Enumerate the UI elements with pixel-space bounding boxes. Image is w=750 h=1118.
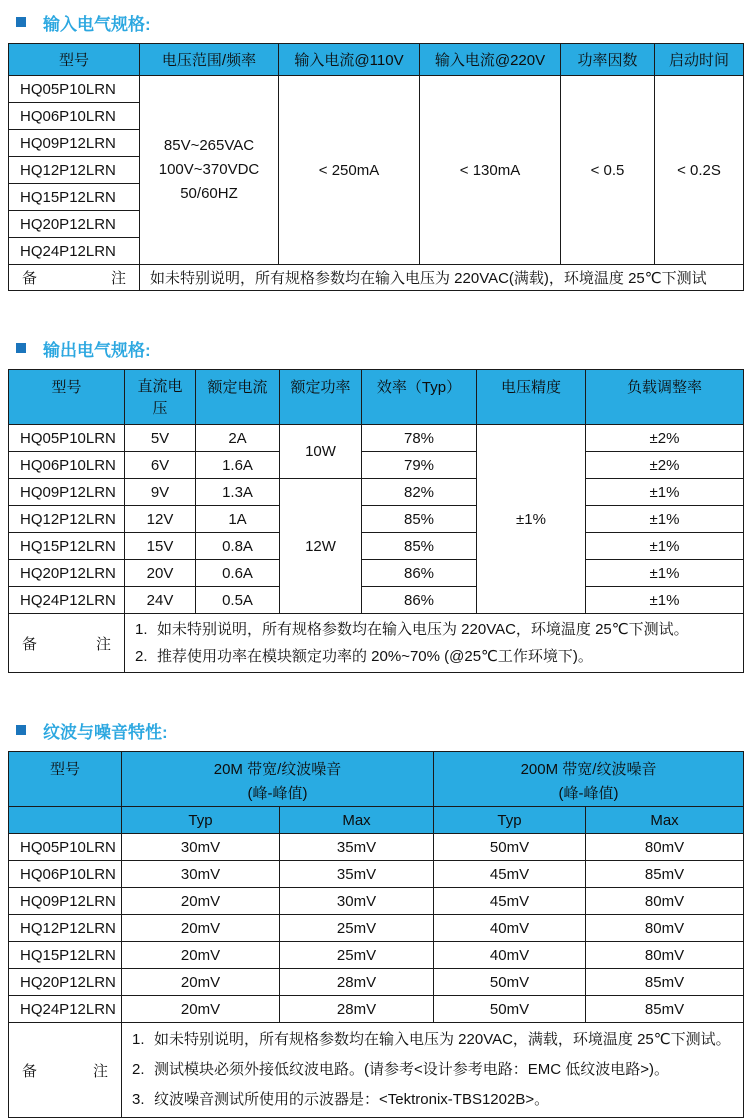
- section-title-text: 纹波与噪音特性:: [43, 722, 168, 742]
- typ-200m-cell: 40mV: [434, 915, 586, 942]
- table-row: [9, 942, 744, 969]
- typ-20m-cell: 30mV: [122, 834, 280, 861]
- ripple-group-header-row: [9, 752, 744, 807]
- note-label-right: 注: [110, 270, 126, 287]
- typ-20m-cell: 20mV: [122, 996, 280, 1023]
- model-cell: HQ15P12LRN: [9, 942, 122, 969]
- note-text: 如未特别说明，所有规格参数均在输入电压为 220VAC，满载，环境温度 25℃下测试。: [154, 1031, 731, 1048]
- input-spec-header-row: [9, 44, 744, 76]
- table-row: [9, 587, 744, 614]
- table-row: [9, 861, 744, 888]
- sub-header-max-20m: Max: [280, 807, 434, 834]
- note-text: 测试模块必须外接低纹波电路。(请参考<设计参考电路：EMC 低纹波电路>)。: [154, 1061, 670, 1078]
- note-text: 推荐使用功率在模块额定功率的 20%~70% (@25℃工作环境下)。: [157, 648, 593, 665]
- group-header-20m-title: 20M 带宽/纹波噪音: [213, 761, 342, 778]
- note-item: [122, 1025, 739, 1055]
- max-20m-cell: 28mV: [280, 996, 434, 1023]
- model-cell: HQ15P12LRN: [9, 184, 140, 211]
- load-regulation-cell: ±1%: [586, 506, 744, 533]
- section-title-text: 输出电气规格:: [43, 340, 151, 360]
- typ-200m-cell: 45mV: [434, 861, 586, 888]
- col-header-power-factor: 功率因数: [561, 44, 655, 76]
- model-cell: HQ12P12LRN: [9, 157, 140, 184]
- efficiency-cell: 79%: [362, 452, 477, 479]
- table-row: [9, 452, 744, 479]
- load-regulation-cell: ±1%: [586, 533, 744, 560]
- rated-current-cell: 1A: [196, 506, 280, 533]
- typ-20m-cell: 20mV: [122, 888, 280, 915]
- ripple-sub-header-row: [9, 807, 744, 834]
- sub-header-typ-20m: Typ: [122, 807, 280, 834]
- group-header-20m: [122, 752, 434, 807]
- model-cell: HQ20P12LRN: [9, 211, 140, 238]
- rated-current-cell: 0.6A: [196, 560, 280, 587]
- section-title-input-spec: [16, 12, 742, 32]
- typ-20m-cell: 20mV: [122, 969, 280, 996]
- table-row: [9, 969, 744, 996]
- model-cell: HQ05P10LRN: [9, 425, 125, 452]
- section-title-output-spec: [16, 338, 742, 358]
- typ-200m-cell: 50mV: [434, 996, 586, 1023]
- group-header-200m-title: 200M 带宽/纹波噪音: [520, 761, 657, 778]
- load-regulation-cell: ±1%: [586, 587, 744, 614]
- table-row: [9, 533, 744, 560]
- rated-current-cell: 0.5A: [196, 587, 280, 614]
- efficiency-cell: 78%: [362, 425, 477, 452]
- note-text: 如未特别说明，所有规格参数均在输入电压为 220VAC，环境温度 25℃下测试。: [157, 621, 689, 638]
- efficiency-cell: 85%: [362, 506, 477, 533]
- note-number: 1.: [132, 1031, 145, 1048]
- max-200m-cell: 80mV: [586, 915, 744, 942]
- efficiency-cell: 86%: [362, 560, 477, 587]
- max-20m-cell: 35mV: [280, 861, 434, 888]
- table-row: [9, 834, 744, 861]
- model-cell: HQ24P12LRN: [9, 238, 140, 265]
- note-number: 2.: [135, 648, 148, 665]
- col-header-rated-power: 额定功率: [280, 370, 362, 425]
- note-label-left: 备: [22, 635, 38, 653]
- model-cell: HQ20P12LRN: [9, 560, 125, 587]
- note-item: [125, 643, 739, 670]
- table-row: [9, 560, 744, 587]
- model-cell: HQ05P10LRN: [9, 834, 122, 861]
- dc-voltage-cell: 24V: [125, 587, 196, 614]
- dc-voltage-cell: 6V: [125, 452, 196, 479]
- group-header-200m-subtitle: (峰-峰值): [558, 785, 619, 802]
- note-label-cell: [9, 1023, 122, 1118]
- note-label-right: 注: [95, 635, 111, 653]
- col-header-voltage-range: 电压范围/频率: [140, 44, 279, 76]
- rated-power-10w-cell: 10W: [280, 425, 362, 479]
- sub-header-max-200m: Max: [586, 807, 744, 834]
- efficiency-cell: 82%: [362, 479, 477, 506]
- typ-20m-cell: 30mV: [122, 861, 280, 888]
- table-row: [9, 76, 744, 103]
- max-200m-cell: 85mV: [586, 996, 744, 1023]
- col-header-model: 型号: [9, 752, 122, 807]
- load-regulation-cell: ±2%: [586, 425, 744, 452]
- table-row: [9, 425, 744, 452]
- max-20m-cell: 25mV: [280, 942, 434, 969]
- dc-voltage-cell: 5V: [125, 425, 196, 452]
- col-header-current-220v: 输入电流@220V: [420, 44, 561, 76]
- model-cell: HQ06P10LRN: [9, 861, 122, 888]
- max-200m-cell: 80mV: [586, 942, 744, 969]
- voltage-precision-cell: ±1%: [477, 425, 586, 614]
- output-spec-header-row: [9, 370, 744, 425]
- sub-header-typ-200m: Typ: [434, 807, 586, 834]
- input-current-220v-cell: < 130mA: [420, 76, 561, 265]
- model-cell: HQ09P12LRN: [9, 888, 122, 915]
- max-20m-cell: 35mV: [280, 834, 434, 861]
- model-cell: HQ12P12LRN: [9, 506, 125, 533]
- rated-current-cell: 0.8A: [196, 533, 280, 560]
- table-row: [9, 888, 744, 915]
- max-20m-cell: 25mV: [280, 915, 434, 942]
- note-row: [9, 265, 744, 291]
- table-row: [9, 915, 744, 942]
- max-20m-cell: 28mV: [280, 969, 434, 996]
- max-200m-cell: 85mV: [586, 861, 744, 888]
- rated-current-cell: 2A: [196, 425, 280, 452]
- efficiency-cell: 85%: [362, 533, 477, 560]
- rated-current-cell: 1.6A: [196, 452, 280, 479]
- note-label-right: 注: [92, 1062, 108, 1080]
- col-header-model: 型号: [9, 44, 140, 76]
- typ-200m-cell: 50mV: [434, 969, 586, 996]
- input-spec-table: [8, 43, 744, 291]
- square-bullet-icon: [16, 17, 26, 27]
- rated-current-cell: 1.3A: [196, 479, 280, 506]
- note-item: [122, 1085, 739, 1115]
- dc-voltage-cell: 12V: [125, 506, 196, 533]
- rated-power-12w-cell: 12W: [280, 479, 362, 614]
- col-header-startup-time: 启动时间: [655, 44, 744, 76]
- voltage-range-ac: 85V~265VAC: [163, 137, 255, 154]
- max-200m-cell: 85mV: [586, 969, 744, 996]
- model-cell: HQ06P10LRN: [9, 103, 140, 130]
- sub-header-empty: [9, 807, 122, 834]
- square-bullet-icon: [16, 725, 26, 735]
- model-cell: HQ06P10LRN: [9, 452, 125, 479]
- table-row: [9, 479, 744, 506]
- voltage-range-freq: 50/60HZ: [180, 185, 238, 202]
- typ-200m-cell: 50mV: [434, 834, 586, 861]
- ripple-noise-table: [8, 751, 744, 1118]
- group-header-200m: [434, 752, 744, 807]
- col-header-model: 型号: [9, 370, 125, 425]
- note-item: [122, 1055, 739, 1085]
- max-200m-cell: 80mV: [586, 888, 744, 915]
- note-label-left: 备: [22, 270, 38, 287]
- model-cell: HQ24P12LRN: [9, 996, 122, 1023]
- model-cell: HQ15P12LRN: [9, 533, 125, 560]
- typ-200m-cell: 40mV: [434, 942, 586, 969]
- startup-time-cell: < 0.2S: [655, 76, 744, 265]
- col-header-dc-voltage: 直流电压: [125, 370, 196, 425]
- model-cell: HQ20P12LRN: [9, 969, 122, 996]
- note-number: 2.: [132, 1061, 145, 1078]
- power-factor-cell: < 0.5: [561, 76, 655, 265]
- section-title-ripple-noise: [16, 720, 742, 740]
- output-spec-table: [8, 369, 744, 673]
- model-cell: HQ12P12LRN: [9, 915, 122, 942]
- input-current-110v-cell: < 250mA: [279, 76, 420, 265]
- voltage-range-cell: [140, 76, 279, 265]
- max-20m-cell: 30mV: [280, 888, 434, 915]
- dc-voltage-cell: 15V: [125, 533, 196, 560]
- col-header-load-regulation: 负载调整率: [586, 370, 744, 425]
- note-row: [9, 614, 744, 673]
- note-row: [9, 1023, 744, 1118]
- max-200m-cell: 80mV: [586, 834, 744, 861]
- model-cell: HQ09P12LRN: [9, 479, 125, 506]
- model-cell: HQ05P10LRN: [9, 76, 140, 103]
- voltage-range-dc: 100V~370VDC: [158, 161, 260, 178]
- section-title-text: 输入电气规格:: [43, 14, 151, 34]
- load-regulation-cell: ±1%: [586, 560, 744, 587]
- typ-20m-cell: 20mV: [122, 915, 280, 942]
- square-bullet-icon: [16, 343, 26, 353]
- load-regulation-cell: ±2%: [586, 452, 744, 479]
- load-regulation-cell: ±1%: [586, 479, 744, 506]
- notes-cell: [122, 1023, 744, 1118]
- table-row: [9, 506, 744, 533]
- group-header-20m-subtitle: (峰-峰值): [247, 785, 308, 802]
- col-header-voltage-precision: 电压精度: [477, 370, 586, 425]
- notes-cell: [125, 614, 744, 673]
- col-header-rated-current: 额定电流: [196, 370, 280, 425]
- note-label-cell: [9, 265, 140, 291]
- note-text: 纹波噪音测试所使用的示波器是：<Tektronix-TBS1202B>。: [154, 1091, 550, 1108]
- typ-20m-cell: 20mV: [122, 942, 280, 969]
- col-header-efficiency: 效率（Typ）: [362, 370, 477, 425]
- col-header-current-110v: 输入电流@110V: [279, 44, 420, 76]
- dc-voltage-cell: 20V: [125, 560, 196, 587]
- note-number: 3.: [132, 1091, 145, 1108]
- note-label-cell: [9, 614, 125, 673]
- note-label-left: 备: [22, 1062, 38, 1080]
- efficiency-cell: 86%: [362, 587, 477, 614]
- note-item: [125, 616, 739, 643]
- dc-voltage-cell: 9V: [125, 479, 196, 506]
- model-cell: HQ09P12LRN: [9, 130, 140, 157]
- note-number: 1.: [135, 621, 148, 638]
- note-text: 如未特别说明，所有规格参数均在输入电压为 220VAC(满载)，环境温度 25℃下测试: [140, 265, 744, 291]
- typ-200m-cell: 45mV: [434, 888, 586, 915]
- table-row: [9, 996, 744, 1023]
- model-cell: HQ24P12LRN: [9, 587, 125, 614]
